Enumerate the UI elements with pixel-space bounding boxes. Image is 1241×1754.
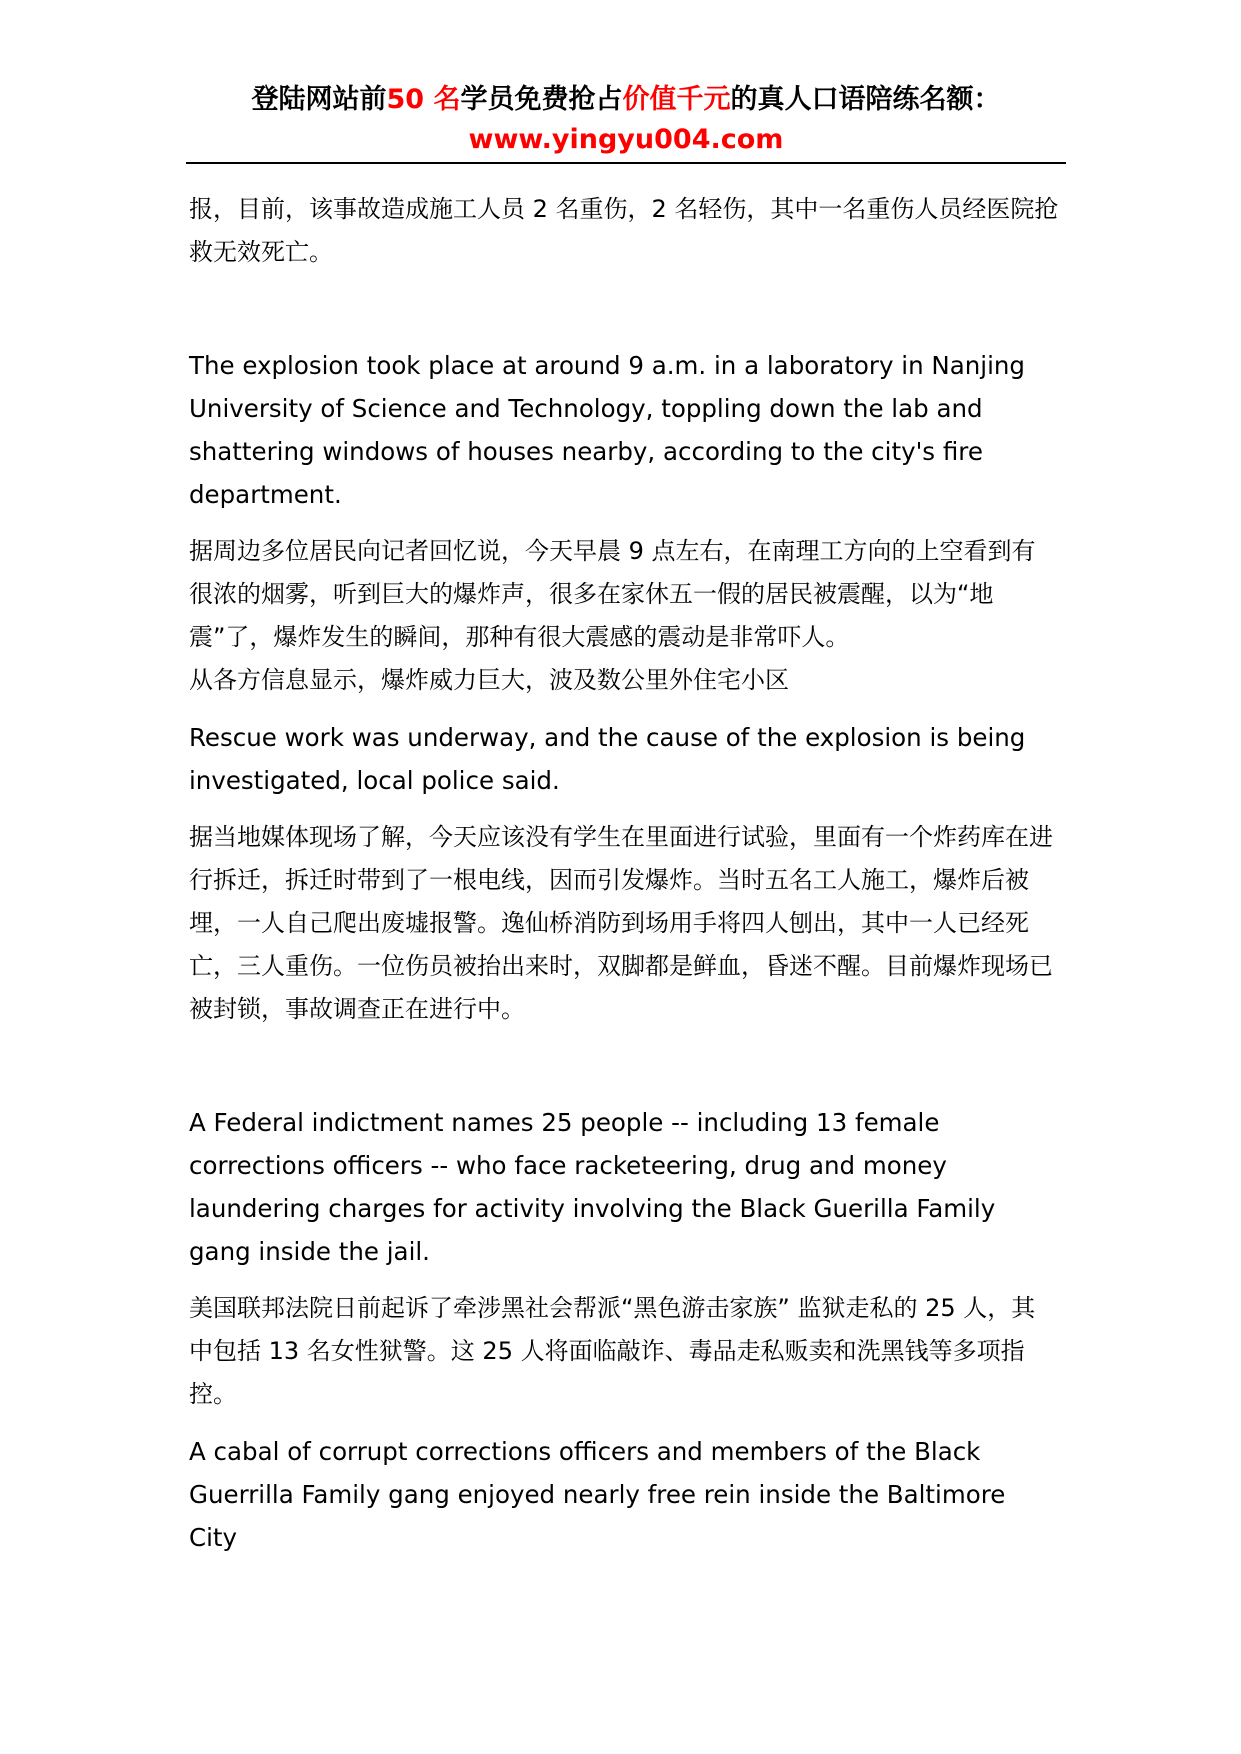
paragraph-7: A Federal indictment names 25 people -- including 13 female corrections officers -- who face racketeering, drug and money laundering charges for activity involving the Black Guerilla Family gang inside the jail.	[189, 1108, 996, 1266]
paragraph-2: The explosion took place at around 9 a.m. in a laboratory in Nanjing University of Science and Technology, toppling down the lab and shattering windows of houses nearby, according to the city's fire department.	[189, 351, 1025, 509]
paragraph-6: 据当地媒体现场了解，今天应该没有学生在里面进行试验，里面有一个炸药库在进行拆迁，拆迁时带到了一根电线，因而引发爆炸。当时五名工人施工，爆炸后被埋，一人自己爬出废墟报警。逸仙桥消防到场用手将四人刨出，其中一人已经死亡，三人重伤。一位伤员被抬出来时，双脚都是鲜血，昏迷不醒。目前爆炸现场已被封锁，事故调查正在进行中。	[189, 823, 1053, 1023]
paragraph-1: 报，目前，该事故造成施工人员 2 名重伤，2 名轻伤，其中一名重伤人员经医院抢救无效死亡。	[189, 195, 1059, 266]
header-text-part4: 价值千元	[622, 84, 731, 115]
header-text-part5: 的真人口语陪练名额：	[730, 84, 1001, 115]
paragraph-3: 据周边多位居民向记者回忆说，今天早晨 9 点左右，在南理工方向的上空看到有很浓的烟雾，听到巨大的爆炸声，很多在家休五一假的居民被震醒，以为“地震”了，爆炸发生的瞬间，那种有很大震感的震动是非常吓人。	[189, 537, 1036, 651]
paragraph-5: Rescue work was underway, and the cause of the explosion is being investigated, local police said.	[189, 723, 1026, 795]
header-divider	[186, 162, 1066, 164]
header-promo-text	[186, 80, 1066, 120]
page-header	[186, 80, 1066, 160]
header-url-link[interactable]: www.yingyu004.com	[468, 124, 784, 155]
header-text-part3: 学员免费抢占	[460, 84, 623, 115]
document-body	[189, 188, 1059, 1559]
header-text-part1: 登陆网站前	[251, 84, 387, 115]
paragraph-4: 从各方信息显示，爆炸威力巨大，波及数公里外住宅小区	[189, 666, 789, 694]
paragraph-8: 美国联邦法院日前起诉了牵涉黑社会帮派“黑色游击家族” 监狱走私的 25 人，其中包括 13 名女性狱警。这 25 人将面临敲诈、毒品走私贩卖和洗黑钱等多项指控。	[189, 1294, 1036, 1408]
paragraph-9: A cabal of corrupt corrections officers and members of the Black Guerrilla Family gang enjoyed nearly free rein inside the Baltimore City	[189, 1437, 1006, 1552]
header-text-part2: 50 名	[386, 84, 461, 115]
